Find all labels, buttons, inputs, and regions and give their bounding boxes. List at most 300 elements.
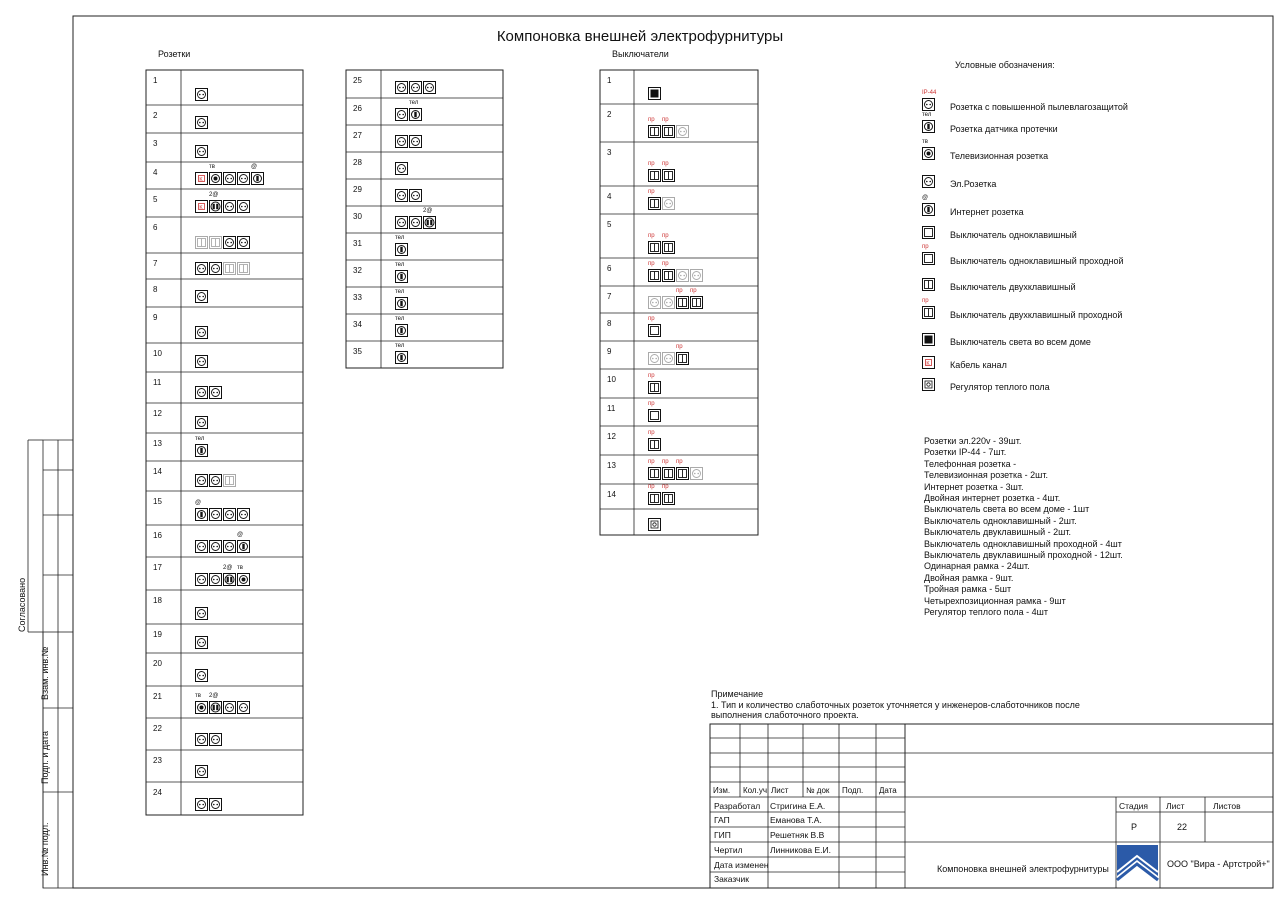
sockets-row-icons xyxy=(195,290,209,303)
icon-mark: @ xyxy=(195,500,202,506)
legend-all-icon xyxy=(922,333,935,346)
s-icon xyxy=(195,540,208,553)
quantity-line: Розетки IP-44 - 7шт. xyxy=(924,447,1007,458)
switches-row-icons xyxy=(648,518,662,531)
sockets-row-number: 21 xyxy=(153,692,162,701)
sockets-row-number: 13 xyxy=(153,439,162,448)
sockets2-row-icons xyxy=(395,135,423,148)
sockets-row-icons xyxy=(195,765,209,778)
switches-row-icons xyxy=(648,233,676,254)
tel-icon xyxy=(395,316,408,337)
switches-row-icons xyxy=(648,484,676,505)
legend-item-label: Выключатель двухклавишный проходной xyxy=(950,310,1123,320)
side-inv: Инв.№ подл. xyxy=(40,822,50,876)
sockets-row-icons xyxy=(195,669,209,682)
switches-row-number: 7 xyxy=(607,292,612,301)
switches-row-number: 11 xyxy=(607,404,616,413)
switches-row-number: 1 xyxy=(607,76,612,85)
all-icon xyxy=(648,87,661,100)
stamp-role: ГИП xyxy=(714,830,731,840)
sockets2-row-number: 31 xyxy=(353,239,362,248)
icon-mark: тв xyxy=(922,139,928,145)
icon-mark: тел xyxy=(409,100,419,106)
switches-row-number: 8 xyxy=(607,319,612,328)
sockets-row-icons xyxy=(195,693,251,714)
icon-mark: пр xyxy=(648,430,655,436)
sockets2-row-number: 28 xyxy=(353,158,362,167)
tel-icon xyxy=(395,235,408,256)
sockets-row-icons xyxy=(195,326,209,339)
stamp-name: Решетняк В.В xyxy=(770,830,825,840)
quantity-line: Двойная интернет розетка - 4шт. xyxy=(924,493,1061,504)
sw2p-icon xyxy=(676,459,689,480)
side-replace: Взам. инв.№ xyxy=(40,646,50,700)
icon-mark: тв xyxy=(237,565,243,571)
sockets-row-icons xyxy=(195,192,251,213)
legend-sw2-icon xyxy=(922,278,935,291)
sw2p-icon xyxy=(648,484,661,505)
legend-item-label: Интернет розетка xyxy=(950,207,1024,217)
tel-icon xyxy=(195,436,208,457)
sockets-row-number: 1 xyxy=(153,76,158,85)
sw2p-icon xyxy=(662,261,675,282)
icon-mark: пр xyxy=(648,233,655,239)
sockets-row-icons xyxy=(195,733,223,746)
sw2p-icon xyxy=(662,484,675,505)
quantity-line: Регулятор теплого пола - 4шт xyxy=(924,607,1048,618)
switches-row-number: 13 xyxy=(607,461,616,470)
s-icon xyxy=(409,189,422,202)
sg-icon xyxy=(662,197,675,210)
side-sign: Подп. и дата xyxy=(40,730,50,784)
sockets-row-number: 18 xyxy=(153,596,162,605)
sockets-row-number: 8 xyxy=(153,285,158,294)
net-icon xyxy=(251,164,264,185)
s-icon xyxy=(195,116,208,129)
sockets2-row-number: 30 xyxy=(353,212,362,221)
icon-mark: пр xyxy=(648,484,655,490)
icon-mark: тел xyxy=(395,316,405,322)
icon-mark: тв xyxy=(209,164,215,170)
sockets2-row-number: 29 xyxy=(353,185,362,194)
sockets2-row-icons xyxy=(395,189,423,202)
icon-mark: пр xyxy=(648,316,655,322)
s-icon xyxy=(209,798,222,811)
sockets-row-number: 17 xyxy=(153,563,162,572)
stamp-head-cell: Подп. xyxy=(842,786,864,795)
s-icon xyxy=(409,135,422,148)
switches-row-icons xyxy=(648,459,704,480)
tv-icon xyxy=(195,693,208,714)
sockets-row-icons xyxy=(195,145,209,158)
icon-mark: @ xyxy=(922,195,929,201)
icon-mark: пр xyxy=(922,298,929,304)
page-title: Компоновка внешней электрофурнитуры xyxy=(496,28,784,45)
quantity-line: Выключатель двуклавишный проходной - 12шт. xyxy=(924,550,1123,561)
sockets2-row-icons xyxy=(395,208,437,229)
sockets2-row-number: 34 xyxy=(353,320,362,329)
s-icon xyxy=(195,607,208,620)
s-icon xyxy=(237,236,250,249)
quantity-list xyxy=(924,436,1123,619)
sockets-row-icons xyxy=(195,500,251,521)
legend-item xyxy=(922,278,1076,298)
sockets2-row-number: 25 xyxy=(353,76,362,85)
icon-mark: пр xyxy=(648,161,655,167)
s-icon xyxy=(195,386,208,399)
tel-icon xyxy=(409,100,422,121)
sockets-row-icons xyxy=(195,164,265,185)
stamp-head-cell: Изм. xyxy=(713,786,731,795)
sockets-row-icons xyxy=(195,565,251,586)
switches-row-number: 4 xyxy=(607,192,612,201)
sg-icon xyxy=(648,296,661,309)
icon-mark: тел xyxy=(395,262,405,268)
sockets2-row-icons xyxy=(395,81,437,94)
note xyxy=(711,689,1080,721)
s-icon xyxy=(395,162,408,175)
sw2g-icon xyxy=(223,474,236,487)
s-icon xyxy=(195,416,208,429)
icon-mark: @ xyxy=(237,532,244,538)
s-icon xyxy=(209,474,222,487)
icon-mark: пр xyxy=(648,373,655,379)
sockets-row-number: 3 xyxy=(153,139,158,148)
quantity-line: Выключатель одноклавишный проходной - 4шт xyxy=(924,538,1122,549)
legend-item-label: Кабель канал xyxy=(950,360,1007,370)
s-icon xyxy=(209,733,222,746)
icon-mark: пр xyxy=(648,261,655,267)
icon-mark: пр xyxy=(648,459,655,465)
net-icon xyxy=(195,500,208,521)
sockets-row-icons xyxy=(195,798,223,811)
legend-item-label: Выключатель двухклавишный xyxy=(950,282,1076,292)
stamp-name: Линникова Е.И. xyxy=(770,845,832,855)
sockets-row-number: 4 xyxy=(153,168,158,177)
legend-item xyxy=(922,378,1050,398)
sw2p-icon xyxy=(662,459,675,480)
tv-icon xyxy=(209,164,222,185)
switches-row-number: 12 xyxy=(607,432,616,441)
s-icon xyxy=(223,172,236,185)
sw2p-icon xyxy=(676,288,689,309)
legend-tv-icon xyxy=(922,139,935,160)
sw2p-icon xyxy=(648,373,661,394)
note-line-1: 1. Тип и количество слаботочных розеток уточняется у инженеров-слаботочников после xyxy=(711,699,1080,710)
s-icon xyxy=(195,355,208,368)
legend-s-icon xyxy=(922,175,935,188)
sockets-row-icons xyxy=(195,236,251,249)
switches-row-icons xyxy=(648,316,662,337)
icon-mark: пр xyxy=(676,288,683,294)
icon-mark: @ xyxy=(251,164,258,170)
stamp-role: Разработал xyxy=(714,801,761,811)
sockets-row-number: 12 xyxy=(153,409,162,418)
sheet-value: 22 xyxy=(1177,822,1188,832)
sockets-row-icons xyxy=(195,607,209,620)
s-icon xyxy=(409,81,422,94)
sockets2-row-number: 27 xyxy=(353,131,362,140)
icon-mark: пр xyxy=(648,401,655,407)
switches-row-number: 14 xyxy=(607,490,616,499)
quantity-line: Телефонная розетка - xyxy=(924,458,1017,469)
s-icon xyxy=(195,733,208,746)
s-icon xyxy=(237,701,250,714)
net2-icon xyxy=(209,693,222,714)
note-line-2: выполнения слаботочного проекта. xyxy=(711,710,859,720)
switches-row-icons xyxy=(648,117,690,138)
icon-mark: пр xyxy=(662,233,669,239)
sheets-label: Листов xyxy=(1213,801,1241,811)
tel-icon xyxy=(395,262,408,283)
sockets-row-icons xyxy=(195,355,209,368)
icon-mark: пр xyxy=(648,117,655,123)
sockets-title: Розетки xyxy=(158,49,191,59)
company-logo xyxy=(1117,845,1158,880)
sw2p-icon xyxy=(648,459,661,480)
s-icon xyxy=(209,262,222,275)
svg-text:K: K xyxy=(926,360,930,367)
legend-item-label: Эл.Розетка xyxy=(950,179,997,189)
s-icon xyxy=(195,669,208,682)
sockets-row-number: 14 xyxy=(153,467,162,476)
stamp-head-cell: Дата xyxy=(879,786,897,795)
legend-item-label: Выключатель одноклавишный проходной xyxy=(950,256,1124,266)
switches-row-icons xyxy=(648,344,690,365)
icon-mark: пр xyxy=(662,459,669,465)
sg-icon xyxy=(690,467,703,480)
sockets-row-number: 5 xyxy=(153,195,158,204)
stamp-name: Стригина Е.А. xyxy=(770,801,826,811)
sockets-row-number: 2 xyxy=(153,111,158,120)
switches-row-number: 9 xyxy=(607,347,612,356)
sockets-row-number: 10 xyxy=(153,349,162,358)
legend-item-label: Розетка датчика протечки xyxy=(950,124,1058,134)
sg-icon xyxy=(662,296,675,309)
icon-mark: пр xyxy=(676,344,683,350)
switches-row-icons xyxy=(648,161,676,182)
note-title: Примечание xyxy=(711,689,764,699)
s-icon xyxy=(223,540,236,553)
icon-mark: тел xyxy=(922,112,932,118)
side-agreed: Согласовано xyxy=(17,577,27,632)
stamp-role: Чертил xyxy=(714,845,743,855)
sockets-row-icons xyxy=(195,636,209,649)
legend-item-label: Выключатель одноклавишный xyxy=(950,230,1077,240)
sockets-row-number: 15 xyxy=(153,497,162,506)
legend-item-label: Регулятор теплого пола xyxy=(950,382,1050,392)
icon-mark: пр xyxy=(676,459,683,465)
legend-net-icon xyxy=(922,195,935,216)
s-icon xyxy=(209,508,222,521)
sockets-row-icons xyxy=(195,88,209,101)
legend-item xyxy=(922,356,1007,376)
legend-sw1p-icon xyxy=(922,244,935,265)
sockets2-row-number: 32 xyxy=(353,266,362,275)
tv-icon xyxy=(237,565,250,586)
company-name: ООО "Вира - Артстрой+" xyxy=(1167,859,1270,869)
icon-mark: 2@ xyxy=(223,565,233,571)
sg-icon xyxy=(676,269,689,282)
s-icon xyxy=(223,236,236,249)
sockets-row-number: 19 xyxy=(153,630,162,639)
s-icon xyxy=(395,135,408,148)
icon-mark: пр xyxy=(662,161,669,167)
sg-icon xyxy=(676,125,689,138)
quantity-line: Одинарная рамка - 24шт. xyxy=(924,561,1030,572)
s-icon xyxy=(237,172,250,185)
switches-row-icons xyxy=(648,189,676,210)
switches-row-icons xyxy=(648,430,662,451)
icon-mark: 2@ xyxy=(209,693,219,699)
sw2g-icon xyxy=(209,236,222,249)
legend-item xyxy=(922,195,1024,223)
sockets2-row-number: 33 xyxy=(353,293,362,302)
legend-item xyxy=(922,226,1077,246)
sockets-row-number: 6 xyxy=(153,223,158,232)
switches-row-number: 6 xyxy=(607,264,612,273)
legend-tel-icon xyxy=(922,112,935,133)
s-icon xyxy=(409,216,422,229)
net2-icon xyxy=(209,192,222,213)
legend-item-label: Розетка с повышенной пылевлагозащитой xyxy=(950,102,1128,112)
sockets-row-number: 9 xyxy=(153,313,158,322)
s-icon xyxy=(195,474,208,487)
s-icon xyxy=(209,540,222,553)
switches-row-icons xyxy=(648,261,704,282)
icon-mark: пр xyxy=(662,261,669,267)
icon-mark: пр xyxy=(922,244,929,250)
s-icon xyxy=(195,262,208,275)
sw2g-icon xyxy=(223,262,236,275)
s-icon xyxy=(195,326,208,339)
sockets2-row-icons xyxy=(395,235,409,256)
sockets-row-icons xyxy=(195,416,209,429)
icon-mark: тел xyxy=(395,235,405,241)
quantity-line: Четырехпозиционная рамка - 9шт xyxy=(924,595,1066,606)
legend-item xyxy=(922,244,1124,272)
reg-icon xyxy=(648,518,661,531)
net-icon xyxy=(237,532,250,553)
sockets-row-number: 22 xyxy=(153,724,162,733)
sockets-row-icons xyxy=(195,116,209,129)
legend-item xyxy=(922,298,1123,326)
sw2g-icon xyxy=(237,262,250,275)
sw2g-icon xyxy=(195,236,208,249)
icon-mark: тел xyxy=(395,289,405,295)
s-icon xyxy=(423,81,436,94)
stage-label: Стадия xyxy=(1119,801,1148,811)
sw1p-icon xyxy=(648,316,661,337)
quantity-line: Тройная рамка - 5шт xyxy=(924,584,1012,595)
net2-icon xyxy=(223,565,236,586)
legend-item xyxy=(922,112,1058,140)
s-icon xyxy=(195,573,208,586)
quantity-line: Розетки эл.220v - 39шт. xyxy=(924,436,1022,446)
sockets-row-number: 16 xyxy=(153,531,162,540)
s-icon xyxy=(237,200,250,213)
sw2p-icon xyxy=(648,189,661,210)
stamp-role: Заказчик xyxy=(714,874,749,884)
sockets2-row-icons xyxy=(395,162,409,175)
stamp-role: Дата изменен xyxy=(714,860,769,870)
icon-mark: IP-44 xyxy=(922,90,937,96)
s-icon xyxy=(195,145,208,158)
sw2p-icon xyxy=(648,161,661,182)
sockets-row-number: 23 xyxy=(153,756,162,765)
s-icon xyxy=(195,636,208,649)
switches-row-icons xyxy=(648,373,662,394)
switches-row-icons xyxy=(648,288,704,309)
legend-k-icon xyxy=(922,356,935,369)
sw2p-icon xyxy=(662,117,675,138)
switches-row-number: 3 xyxy=(607,148,612,157)
sg-icon xyxy=(662,352,675,365)
quantity-line: Телевизионная розетка - 2шт. xyxy=(924,470,1048,481)
icon-mark: пр xyxy=(662,117,669,123)
doc-title: Компоновка внешней электрофурнитуры xyxy=(937,864,1109,874)
k-icon xyxy=(195,172,208,185)
sheet-label: Лист xyxy=(1166,801,1185,811)
sockets2-row-icons xyxy=(395,316,409,337)
legend-item xyxy=(922,139,1049,167)
s-icon xyxy=(223,701,236,714)
sockets2-row-icons xyxy=(395,343,409,364)
sw1p-icon xyxy=(648,401,661,422)
legend-item-label: Выключатель света во всем доме xyxy=(950,337,1091,347)
quantity-line: Выключатель двуклавишный - 2шт. xyxy=(924,527,1071,538)
legend-title: Условные обозначения: xyxy=(955,60,1055,70)
legend-item xyxy=(922,175,997,195)
stamp-head-cell: Кол.уч xyxy=(743,786,767,795)
switches-row-number: 2 xyxy=(607,110,612,119)
s-icon xyxy=(195,798,208,811)
quantity-line: Выключатель одноклавишный - 2шт. xyxy=(924,515,1077,526)
icon-mark: пр xyxy=(648,189,655,195)
icon-mark: тел xyxy=(195,436,205,442)
legend-ip-icon xyxy=(922,90,937,111)
sg-icon xyxy=(690,269,703,282)
sockets2-row-number: 35 xyxy=(353,347,362,356)
stamp-role: ГАП xyxy=(714,815,730,825)
quantity-line: Интернет розетка - 3шт. xyxy=(924,481,1024,492)
s-icon xyxy=(209,573,222,586)
icon-mark: тел xyxy=(395,343,405,349)
sw2p-icon xyxy=(676,344,689,365)
legend-sw1-icon xyxy=(922,226,935,239)
sw2p-icon xyxy=(648,117,661,138)
icon-mark: пр xyxy=(662,484,669,490)
sockets-row-number: 7 xyxy=(153,259,158,268)
s-icon xyxy=(395,81,408,94)
net2-icon xyxy=(423,208,436,229)
sockets2-row-icons xyxy=(395,289,409,310)
switches-row-icons xyxy=(648,401,662,422)
legend-reg-icon xyxy=(922,378,935,391)
legend-item xyxy=(922,333,1091,353)
sw2p-icon xyxy=(690,288,703,309)
s-icon xyxy=(195,88,208,101)
sockets-row-number: 11 xyxy=(153,378,162,387)
s-icon xyxy=(395,108,408,121)
switches-row-number: 5 xyxy=(607,220,612,229)
sw2p-icon xyxy=(662,161,675,182)
sockets-row-icons xyxy=(195,474,237,487)
switches-title: Выключатели xyxy=(612,49,669,59)
s-icon xyxy=(395,216,408,229)
icon-mark: пр xyxy=(690,288,697,294)
s-icon xyxy=(237,508,250,521)
